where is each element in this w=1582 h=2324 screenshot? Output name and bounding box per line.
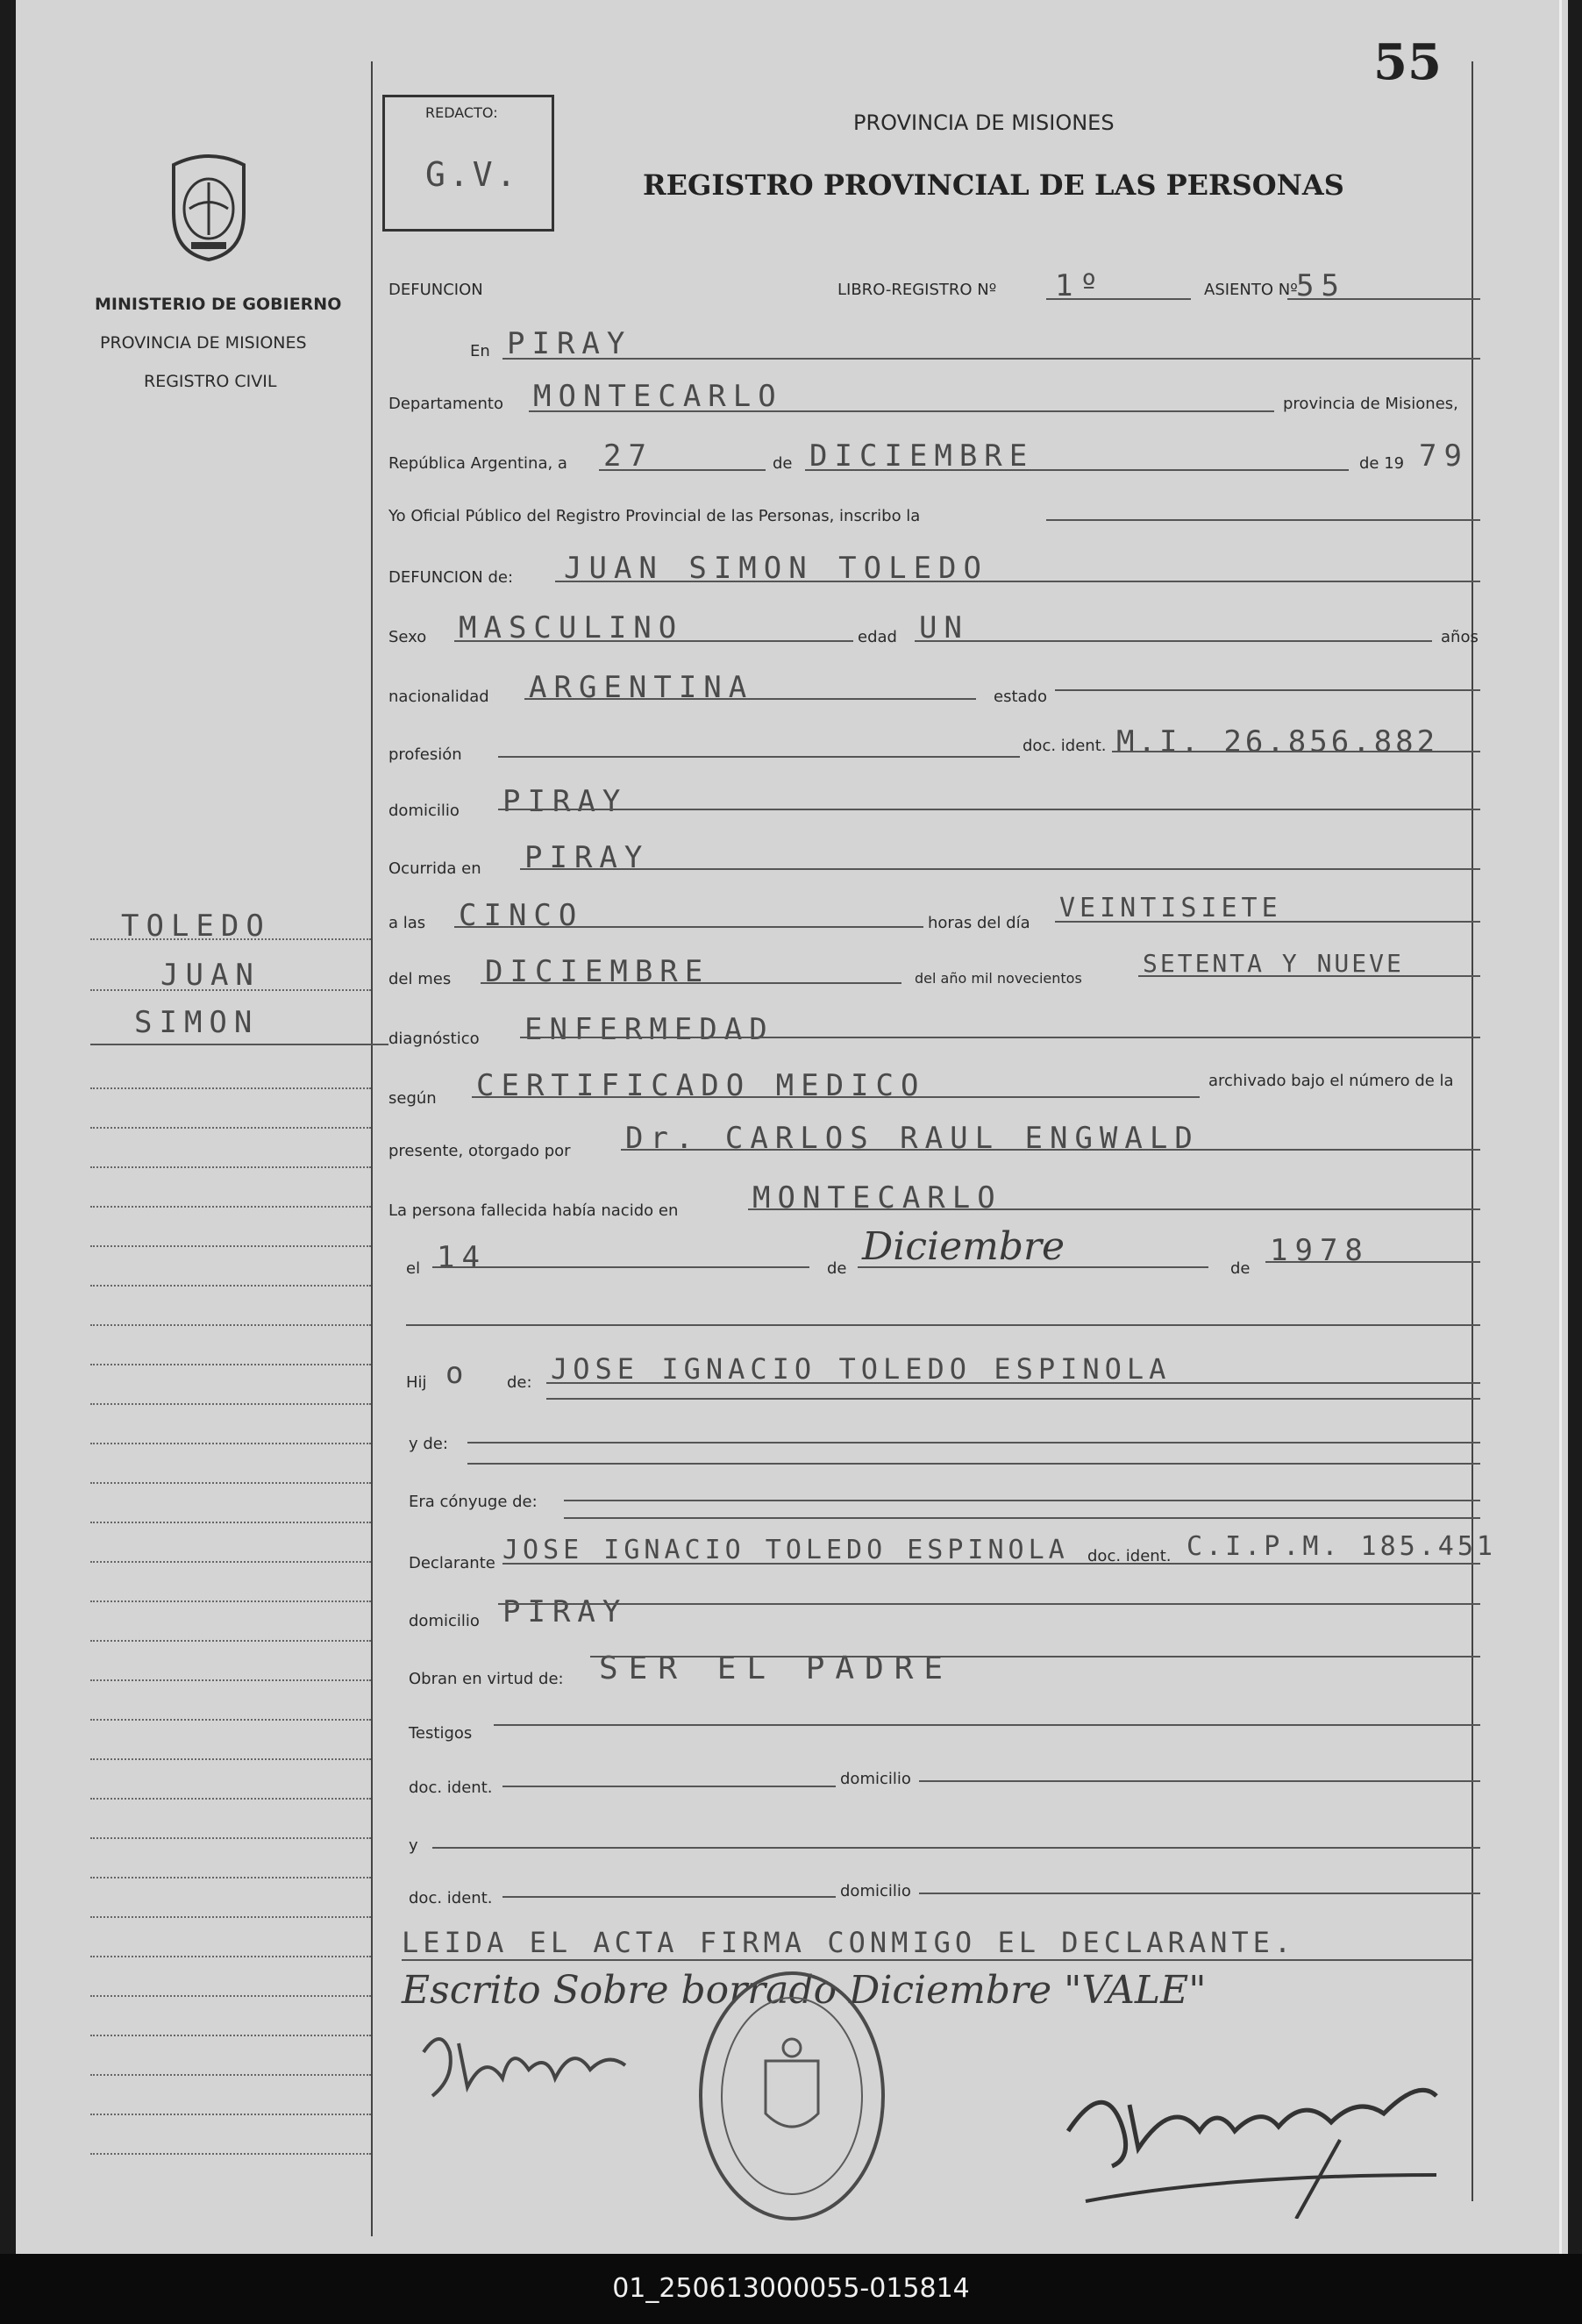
nota-sobre-borrado: Escrito Sobre borrado Diciembre "VALE" — [402, 1968, 1207, 2013]
archivado-text: archivado bajo el número de la — [1208, 1072, 1454, 1090]
a-las-label: a las — [388, 914, 426, 932]
testigos-label: Testigos — [409, 1724, 473, 1743]
libro-value: 1º — [1055, 268, 1105, 303]
margin-dotted-line — [90, 2074, 371, 2076]
hora-line — [454, 926, 923, 928]
segun-line — [472, 1096, 1200, 1098]
doc-ident-value: M.I. 26.856.882 — [1116, 724, 1439, 759]
anio-texto-value: SETENTA Y NUEVE — [1143, 949, 1404, 978]
estado-line — [1055, 689, 1480, 691]
margin-dotted-line — [90, 1837, 371, 1839]
redacto-label: REDACTO: — [425, 104, 498, 121]
testigo1-doc-line — [502, 1786, 836, 1787]
republica-label: República Argentina, a — [388, 454, 567, 473]
oficial-line — [1046, 519, 1480, 521]
edad-line — [915, 640, 1432, 642]
margin-dotted-line — [90, 1995, 371, 1997]
horas-label: horas del día — [928, 914, 1030, 932]
margin-dotted-line — [90, 1443, 371, 1444]
ocurrida-value: PIRAY — [524, 840, 650, 875]
nacionalidad-value: ARGENTINA — [529, 670, 754, 705]
official-seal-icon — [695, 1964, 888, 2228]
del-mes-line — [481, 982, 901, 984]
decl-doc-value: C.I.P.M. 185.451 — [1186, 1531, 1496, 1562]
testigo1-domicilio-line — [919, 1780, 1480, 1782]
hij-label: Hij — [406, 1373, 427, 1392]
estado-label: estado — [994, 688, 1047, 706]
en-label: En — [470, 342, 490, 360]
profesion-line — [498, 756, 1020, 758]
testigo1-doc-label: doc. ident. — [409, 1779, 493, 1797]
margin-dotted-line — [90, 1956, 371, 1957]
declarante-label: Declarante — [409, 1554, 495, 1572]
edad-label: edad — [858, 628, 897, 646]
declarante-value: JOSE IGNACIO TOLEDO ESPINOLA — [502, 1535, 1069, 1565]
domicilio-line — [498, 809, 1480, 810]
blank-line — [406, 1324, 1480, 1326]
margin-dotted-line — [90, 989, 371, 991]
header-title: REGISTRO PROVINCIAL DE LAS PERSONAS — [643, 168, 1344, 202]
fecha-anio-prefix: de 19 — [1359, 454, 1405, 473]
margin-dotted-line — [90, 1403, 371, 1405]
province-line: PROVINCIA DE MISIONES — [100, 333, 307, 353]
segun-value: CERTIFICADO MEDICO — [476, 1068, 926, 1103]
y-label: y — [409, 1836, 418, 1855]
oficial-text: Yo Oficial Público del Registro Provincial de las Personas, inscribo la — [388, 507, 921, 525]
margin-dotted-line — [90, 938, 371, 940]
margin-name-first: JUAN — [160, 958, 260, 993]
decl-domicilio-label: domicilio — [409, 1612, 480, 1630]
nacido-line — [748, 1208, 1480, 1210]
testigo2-domicilio-line — [919, 1893, 1480, 1894]
el-label: el — [406, 1259, 421, 1278]
hij-de-label: de: — [507, 1373, 532, 1392]
margin-dotted-line — [90, 1482, 371, 1484]
del-anio-label: del año mil novecientos — [915, 970, 1082, 987]
segun-label: según — [388, 1089, 437, 1108]
margin-dotted-line — [90, 1877, 371, 1878]
image-id-caption: 01_250613000055-015814 — [0, 2254, 1582, 2324]
testigo2-doc-line — [502, 1896, 836, 1898]
header-province: PROVINCIA DE MISIONES — [853, 110, 1115, 135]
fecha-de-label: de — [773, 454, 793, 473]
provincia-suffix: provincia de Misiones, — [1283, 395, 1458, 413]
padre-line-2 — [546, 1398, 1480, 1400]
official-signature-icon — [1051, 2043, 1454, 2219]
fecha-mes-value: DICIEMBRE — [809, 438, 1035, 474]
margin-dotted-line — [90, 1324, 371, 1326]
doc-ident-label: doc. ident. — [1023, 737, 1107, 755]
libro-label: LIBRO-REGISTRO Nº — [837, 281, 997, 299]
nacionalidad-line — [524, 698, 976, 700]
obran-value: SER EL PADRE — [599, 1650, 954, 1686]
nac-dia-value: 14 — [437, 1240, 487, 1275]
padre-line — [546, 1382, 1480, 1384]
margin-dotted-line — [90, 1206, 371, 1208]
edad-value: UN — [919, 610, 969, 645]
fecha-dia-value: 27 — [603, 438, 653, 474]
nota-leida-line — [402, 1959, 1472, 1961]
diagnostico-label: diagnóstico — [388, 1030, 480, 1048]
fecha-mes-line — [805, 469, 1349, 471]
departamento-line — [529, 410, 1274, 412]
margin-dotted-line — [90, 1522, 371, 1523]
act-type-label: DEFUNCION — [388, 281, 483, 299]
testigo2-doc-label: doc. ident. — [409, 1889, 493, 1907]
margin-dotted-line — [90, 1798, 371, 1800]
hora-value: CINCO — [459, 898, 584, 933]
en-value: PIRAY — [507, 326, 632, 361]
declarante-line — [502, 1563, 1480, 1565]
nac-anio-value: 1978 — [1270, 1233, 1370, 1268]
padre-value: JOSE IGNACIO TOLEDO ESPINOLA — [551, 1352, 1172, 1386]
y-de-line — [467, 1442, 1480, 1444]
margin-dotted-line — [90, 1916, 371, 1918]
margin-line-left — [371, 61, 373, 2236]
decl-doc-label: doc. ident. — [1087, 1547, 1172, 1565]
difunto-nombre-value: JUAN SIMON TOLEDO — [564, 551, 988, 586]
domicilio-label: domicilio — [388, 802, 460, 820]
nacido-value: MONTECARLO — [752, 1180, 1002, 1215]
domicilio-value: PIRAY — [502, 784, 628, 819]
margin-dotted-line — [90, 1285, 371, 1287]
margin-dotted-line — [90, 2153, 371, 2155]
misiones-seal-icon — [165, 147, 253, 261]
testigos-line — [494, 1724, 1480, 1726]
conyuge-label: Era cónyuge de: — [409, 1493, 538, 1511]
sexo-line — [454, 640, 853, 642]
presente-label: presente, otorgado por — [388, 1142, 571, 1160]
sexo-value: MASCULINO — [459, 610, 684, 645]
asiento-value: 55 — [1296, 268, 1346, 303]
y-line — [432, 1847, 1480, 1849]
margin-name-second: SIMON — [134, 1005, 260, 1040]
nota-leida: LEIDA EL ACTA FIRMA CONMIGO EL DECLARANTE. — [402, 1926, 1296, 1959]
margin-dotted-line — [90, 1561, 371, 1563]
nac-de-label: de — [827, 1259, 847, 1278]
testigo2-domicilio-label: domicilio — [840, 1882, 911, 1900]
civil-registry-line: REGISTRO CIVIL — [144, 372, 277, 391]
nac-anio-line — [1265, 1261, 1480, 1263]
margin-dotted-line — [90, 1640, 371, 1642]
margin-dotted-line — [90, 2035, 371, 2036]
libro-line — [1046, 298, 1191, 300]
fecha-anio-value: 79 — [1419, 438, 1469, 474]
decl-domicilio-value: PIRAY — [502, 1594, 628, 1629]
ocurrida-label: Ocurrida en — [388, 859, 481, 878]
y-de-label: y de: — [409, 1435, 448, 1453]
nac-mes-line — [858, 1266, 1208, 1268]
doc-ident-line — [1112, 751, 1480, 752]
asiento-line — [1287, 298, 1480, 300]
diagnostico-value: ENFERMEDAD — [524, 1012, 774, 1047]
defuncion-de-label: DEFUNCION de: — [388, 568, 514, 587]
margin-name-surname: TOLEDO — [121, 909, 271, 944]
hij-value: o — [445, 1356, 471, 1391]
asiento-label: ASIENTO Nº — [1204, 281, 1298, 299]
margin-dotted-line — [90, 1600, 371, 1602]
margin-dotted-line — [90, 1245, 371, 1247]
del-mes-value: DICIEMBRE — [485, 954, 710, 989]
presente-value: Dr. CARLOS RAUL ENGWALD — [625, 1121, 1200, 1156]
ocurrida-line — [520, 868, 1480, 870]
sexo-label: Sexo — [388, 628, 427, 646]
anio-texto-line — [1138, 975, 1480, 977]
margin-dotted-line — [90, 1087, 371, 1089]
fecha-dia-line — [599, 469, 766, 471]
margin-dotted-line — [90, 1364, 371, 1365]
nacionalidad-label: nacionalidad — [388, 688, 489, 706]
dia-texto-value: VEINTISIETE — [1059, 893, 1282, 923]
departamento-value: MONTECARLO — [533, 379, 783, 414]
presente-line — [621, 1149, 1480, 1151]
conyuge-line — [564, 1500, 1480, 1501]
document-page — [16, 0, 1568, 2254]
redacto-box — [382, 95, 554, 232]
page-number: 55 — [1373, 33, 1442, 91]
page-edge-right — [1559, 0, 1562, 2254]
nac-de2-label: de — [1230, 1259, 1251, 1278]
dia-texto-line — [1055, 921, 1480, 923]
margin-dotted-line — [90, 1166, 371, 1168]
difunto-line — [555, 581, 1480, 582]
departamento-label: Departamento — [388, 395, 503, 413]
margin-dotted-line — [90, 1679, 371, 1681]
margin-dotted-line — [90, 1758, 371, 1760]
nacido-label: La persona fallecida había nacido en — [388, 1201, 679, 1220]
margin-name-underline — [90, 1044, 388, 1045]
ministry-line: MINISTERIO DE GOBIERNO — [95, 295, 342, 314]
margin-line-right — [1472, 61, 1473, 2201]
conyuge-line-2 — [564, 1517, 1480, 1519]
redacto-value: G.V. — [425, 155, 520, 194]
y-de-line-2 — [467, 1463, 1480, 1465]
profesion-label: profesión — [388, 745, 462, 764]
en-line — [502, 358, 1480, 360]
margin-dotted-line — [90, 1127, 371, 1129]
obran-label: Obran en virtud de: — [409, 1670, 564, 1688]
diagnostico-line — [520, 1037, 1480, 1038]
anios-label: años — [1441, 628, 1479, 646]
obran-line — [590, 1656, 1480, 1657]
del-mes-label: del mes — [388, 970, 452, 988]
nac-mes-value: Diciembre — [862, 1224, 1065, 1269]
testigo1-domicilio-label: domicilio — [840, 1770, 911, 1788]
margin-dotted-line — [90, 1719, 371, 1721]
nac-dia-line — [432, 1266, 809, 1268]
declarant-signature-icon — [406, 2017, 652, 2114]
margin-dotted-line — [90, 2114, 371, 2115]
decl-domicilio-line — [498, 1603, 1480, 1605]
